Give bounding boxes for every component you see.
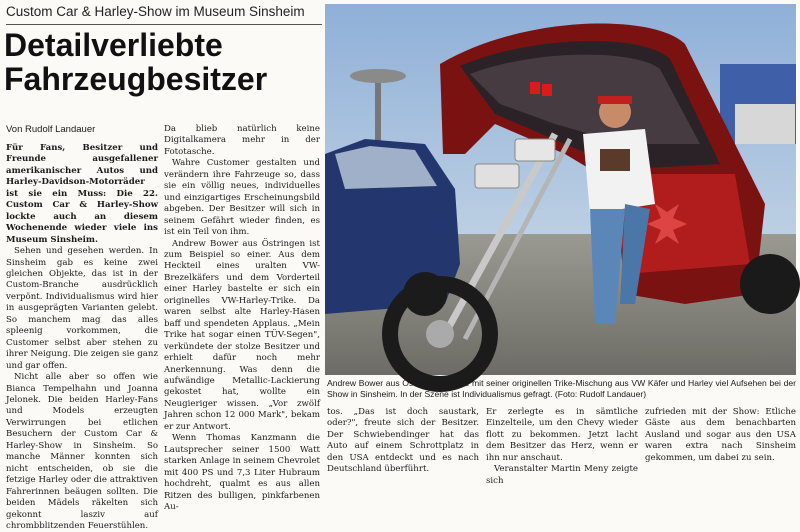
paragraph: Veranstalter Martin Meny zeigte sich [486,464,638,486]
paragraph: Nicht alle aber so offen wie Bianca Tempelhahn und Joanna Jelonek. Die beiden Harley-Fans und Models erzeugten Verwirrungen bei etlichen Besuchern der Custom Car & Harley-Show in Sinsheim. So manche Männer konnten sich nicht entscheiden, ob sie die fetzige Harley oder die attraktiven Fahrerinnen beäugen sollten. Die beiden Mädels räkelten sich gekonnt lasziv auf chrombblitzenden Feuerstühlen. [6,372,158,531]
headline-line-2: Fahrzeugbesitzer [4,61,268,97]
paragraph: Da blieb natürlich keine Digitalkamera mehr in der Fototasche. [164,124,320,157]
article-column-1 [6,143,158,531]
article-column-3 [327,407,479,475]
article-column-2 [164,124,320,512]
paragraph: Wahre Customer gestalten und verändern ihre Fahrzeuge so, dass sie ein völlig neues, individuelles und einzigartiges Erscheinungsbild abgeben. Der Besitzer will sich in seinem Gefährt wieder finden, es ist ein Teil von ihm. [164,158,320,238]
trike-photo [325,4,796,375]
headline [4,28,324,96]
byline: Von Rudolf Landauer [6,124,96,135]
paragraph: Sehen und gesehen werden. In Sinsheim gab es keine zwei gleichen Objekte, das ist in der Custom-Branche ausdrücklich verpönt. Individualismus wird hier in ausgeprägten Varianten gelebt. So manchem mag das alles spleenig vorkommen, die Customer selbst aber stehen zu ihrer Neigung. Die zeigen sie ganz und gar offen. [6,246,158,371]
kicker-rule [6,24,322,25]
paragraph: Er zerlegte es in sämtliche Einzelteile, um den Chevy wieder flott zu bekommen. Jetzt lacht dem Besitzer das Herz, wenn er ihn nur anschaut. [486,407,638,463]
paragraph: Andrew Bower aus Östringen ist zum Beispiel so einer. Aus dem Heckteil eines uralten VW-Brezelkäfers und dem Vorderteil einer Harley bastelte er sich ein originelles VW-Harley-Trike. Da waren selbst alte Harley-Hasen baff und spendeten Applaus. „Mein Trike hat sogar einen TÜV-Segen", verkündete der stolze Besitzer und erhielt dafür noch mehr Anerkennung. Was denn die aufwändige Metallic-Lackierung gekostet hat, wollte ein Neugieriger wissen. „Vor zwölf Jahren schon 12 000 Mark", bekam er zur Antwort. [164,238,320,432]
article-column-5 [645,407,796,469]
paragraph: tos. „Das ist doch saustark, oder?", freute sich der Besitzer. Der Schwiebendinger hat das Auto auf einem Schrottplatz in den USA entdeckt und es nach Deutschland überführt. [327,407,479,475]
paragraph: Wenn Thomas Kanzmann die Lautsprecher seiner 1500 Watt starken Anlage in seinem Chevrolet mit 400 PS und 7,3 Liter Hubraum hochdreht, qualmt es aus allen Ritzen des bulligen, pinkfarbenen Au- [164,433,320,512]
paragraph: zufrieden mit der Show: Etliche Gäste aus dem benachbarten Ausland und sogar aus den USA waren extra nach Sinsheim gekommen, um dabei zu sein. [645,407,796,463]
kicker: Custom Car & Harley-Show im Museum Sinsheim [6,4,305,19]
article-column-4 [486,407,638,486]
photo-caption: Andrew Bower aus Östringen erregte mit seiner originellen Trike-Mischung aus VW Käfer und Harley viel Aufsehen bei der Show in Sinsheim. In der Szene ist Individualismus gefragt. (Foto: Rudolf Landauer) [327,378,796,399]
headline-line-1: Detailverliebte [4,27,223,63]
lead-paragraph: Für Fans, Besitzer und Freunde ausgefallener amerikanischer Autos und Harley-Davidson-Motorräder ist sie ein Muss: Die 22. Custom Car & Harley-Show lockte auch an diesem Wochenende wieder viele ins Museum Sinsheim. [6,143,158,245]
